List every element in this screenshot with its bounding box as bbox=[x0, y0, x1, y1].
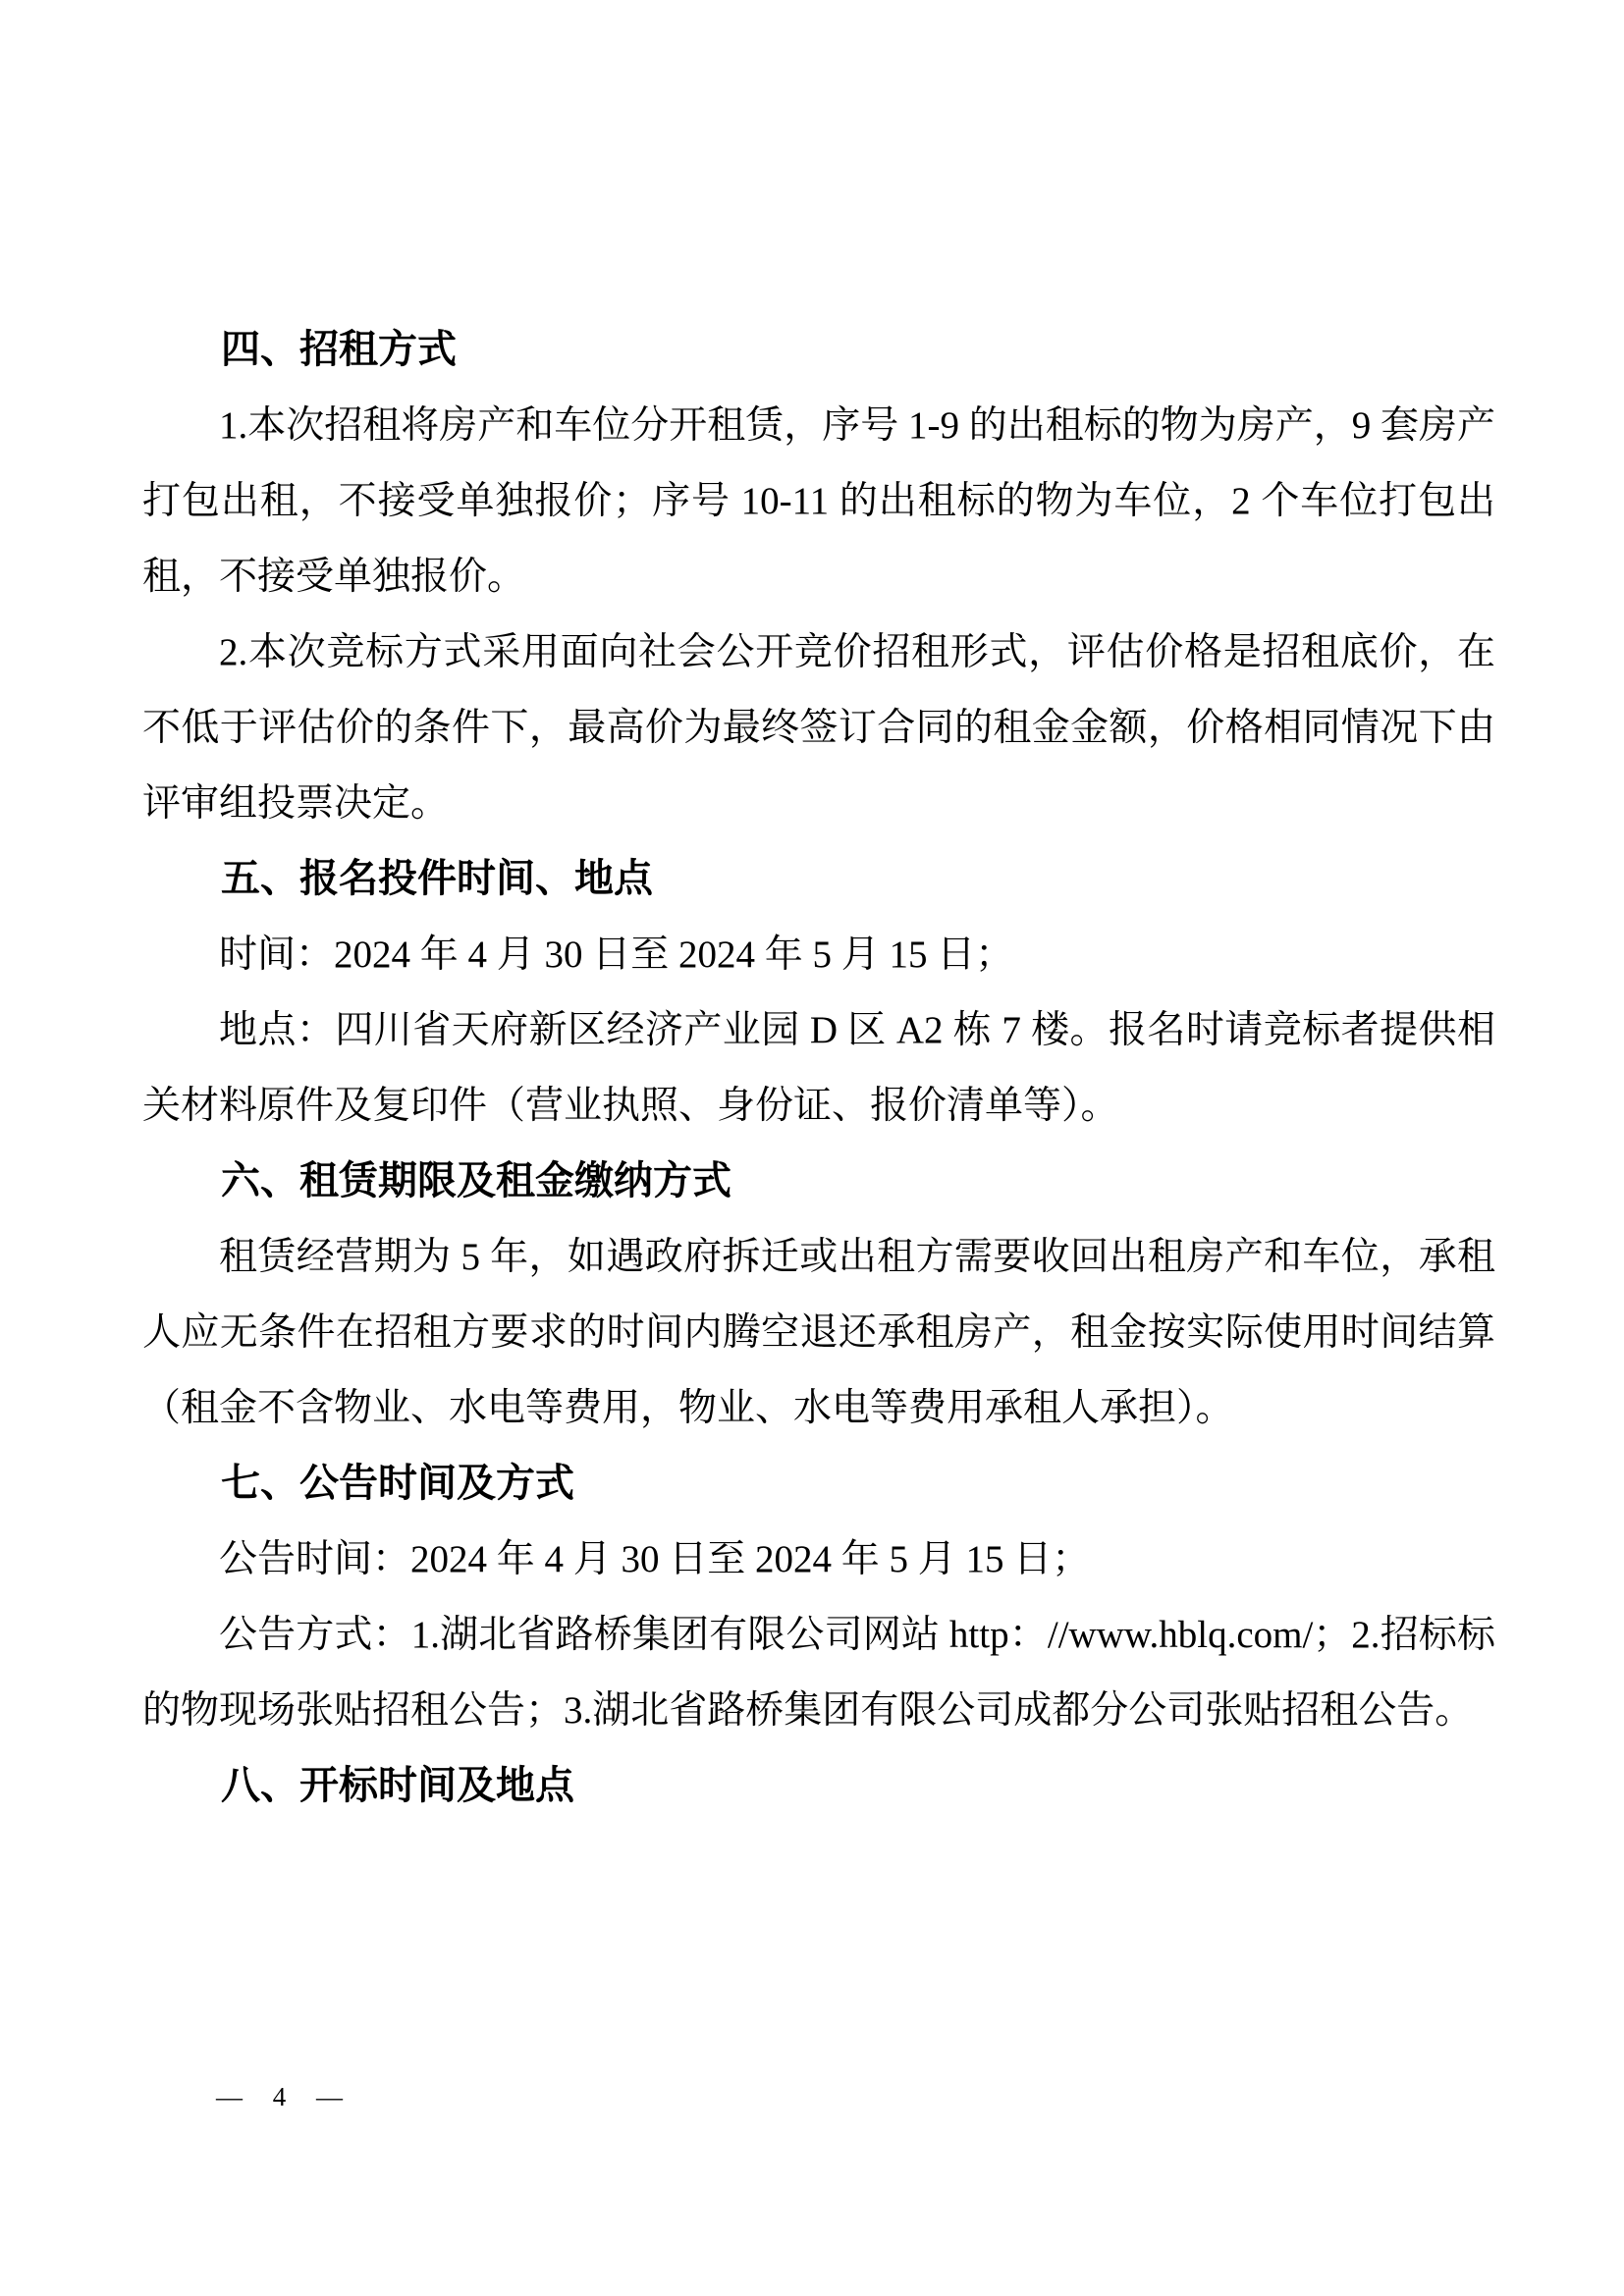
section-4-paragraph-1: 1.本次招租将房产和车位分开租赁，序号 1-9 的出租标的物为房产，9 套房产打包出租，不接受单独报价；序号 10-11 的出租标的物为车位，2 个车位打包出租，不接受单独报价。 bbox=[142, 404, 1495, 598]
section-8-heading: 八、开标时间及地点 bbox=[221, 1764, 574, 1807]
section-4-heading: 四、招租方式 bbox=[221, 328, 457, 371]
section-5-paragraph-place: 地点：四川省天府新区经济产业园 D 区 A2 栋 7 楼。报名时请竞标者提供相关材料原件及复印件（营业执照、身份证、报价清单等）。 bbox=[142, 1009, 1495, 1127]
section-7-paragraph-method: 公告方式：1.湖北省路桥集团有限公司网站 http：//www.hblq.com/；2.招标标的物现场张贴招租公告；3.湖北省路桥集团有限公司成都分公司张贴招租公告。 bbox=[142, 1614, 1495, 1732]
section-5-paragraph-time: 时间：2024 年 4 月 30 日至 2024 年 5 月 15 日； bbox=[219, 934, 1014, 976]
section-5-heading: 五、报名投件时间、地点 bbox=[221, 857, 653, 900]
section-7-paragraph-time: 公告时间：2024 年 4 月 30 日至 2024 年 5 月 15 日； bbox=[219, 1538, 1091, 1580]
section-7-heading: 七、公告时间及方式 bbox=[221, 1462, 574, 1505]
section-4-paragraph-2: 2.本次竞标方式采用面向社会公开竞价招租形式，评估价格是招租底价，在不低于评估价的条件下，最高价为最终签订合同的租金金额，价格相同情况下由评审组投票决定。 bbox=[142, 631, 1495, 825]
document-body bbox=[142, 312, 1495, 1824]
page-number: — 4 — bbox=[216, 2082, 354, 2111]
section-6-heading: 六、租赁期限及租金缴纳方式 bbox=[221, 1159, 731, 1202]
section-6-paragraph-1: 租赁经营期为 5 年，如遇政府拆迁或出租方需要收回出租房产和车位，承租人应无条件在招租方要求的时间内腾空退还承租房产，租金按实际使用时间结算（租金不含物业、水电等费用，物业、水电等费用承租人承担）。 bbox=[142, 1236, 1495, 1429]
